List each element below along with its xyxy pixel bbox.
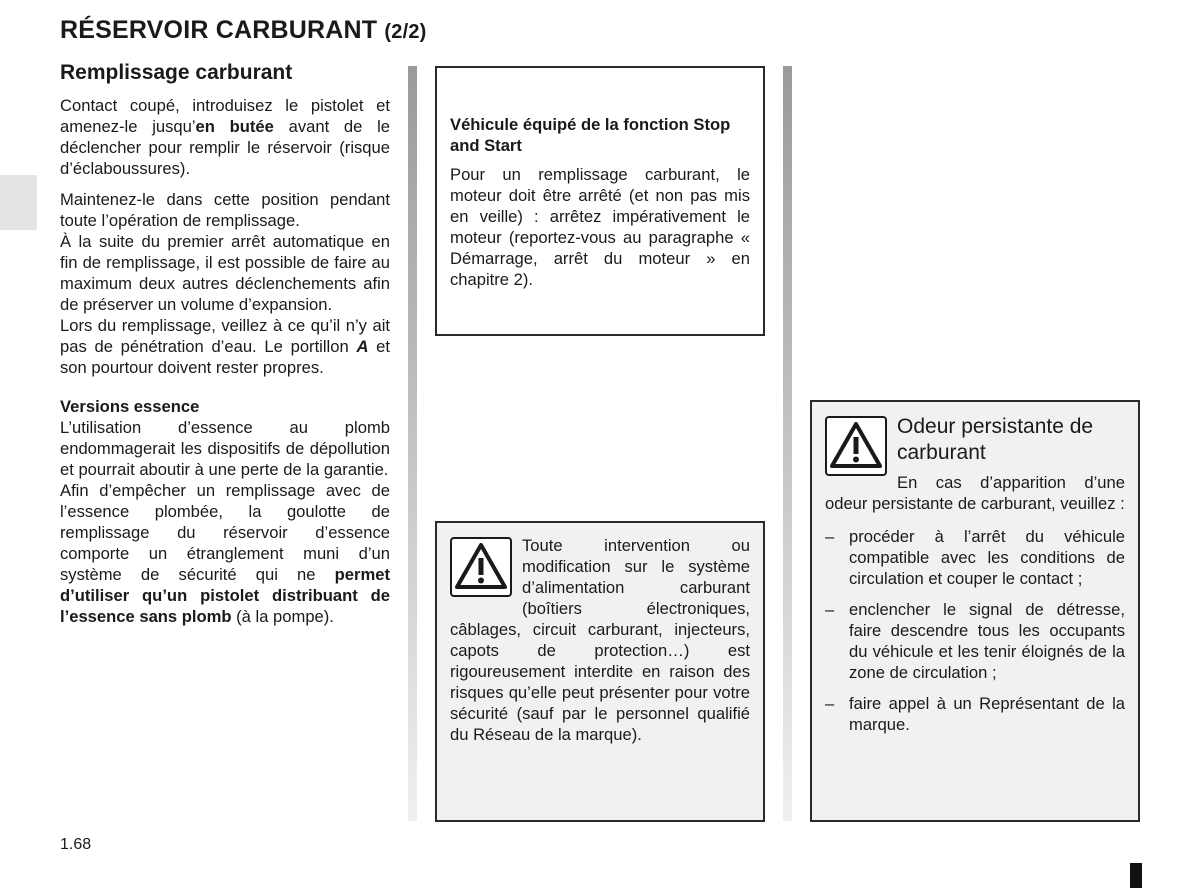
- chapter-tab: [0, 175, 37, 230]
- paragraph: [60, 480, 390, 627]
- paragraph: [60, 315, 390, 378]
- box-text: Pour un remplissage carburant, le moteur doit être arrêté (et non pas mis en veille) : arrêtez impérativement le moteur (reportez-vous au paragraphe « Démarrage, arrêt du moteur » en chapitre 2).: [450, 165, 750, 289]
- paragraph: L’utilisation d’essence au plomb endommagerait les dispositifs de dépollution et pourrait aboutir à une perte de la garantie.: [60, 418, 390, 479]
- text-run: et son pourtour doivent rester propres.: [60, 337, 390, 377]
- left-column: [60, 62, 390, 627]
- page-edge-mark: [1130, 863, 1142, 888]
- box-text: Toute intervention ou modification sur le système d’alimentation carburant (boîtiers électroniques, câblages, circuit carburant, injecteurs, capots de protection…) est rigoureusement interdite en raison des risques qu’elle peut présenter pour votre sécurité (sauf par le personnel qualifié du Réseau de la marque).: [450, 536, 750, 744]
- warning-triangle-icon: [825, 416, 887, 476]
- warning-box-modification: [435, 521, 765, 822]
- column-divider-left: [408, 66, 417, 821]
- paragraph: [60, 95, 390, 179]
- paragraph: À la suite du premier arrêt automatique en fin de remplissage, il est possible de faire au maximum deux autres déclenchements afin de préserver un volume d’expansion.: [60, 232, 390, 314]
- title-suffix: (2/2): [384, 21, 427, 43]
- text-bold: permet d’utiliser qu’un pistolet distribuant de l’essence sans plomb: [60, 565, 390, 626]
- warning-triangle-icon: [450, 537, 512, 597]
- list-item: – procéder à l’arrêt du véhicule compatible avec les conditions de circulation et couper le contact ;: [825, 526, 1125, 589]
- stop-start-box: [435, 66, 765, 336]
- warning-box-fuel-odor: [810, 400, 1140, 822]
- page-title: [60, 16, 427, 45]
- column-divider-right: [783, 66, 792, 821]
- text-run: (à la pompe).: [231, 607, 334, 626]
- box-intro: En cas d’apparition d’une odeur persistante de carburant, veuillez :: [825, 473, 1125, 513]
- box-heading: Véhicule équipé de la fonction Stop and Start: [450, 115, 731, 155]
- instruction-list: [825, 526, 1125, 735]
- title-main: RÉSERVOIR CARBURANT: [60, 16, 378, 44]
- paragraph: Maintenez-le dans cette position pendant toute l’opération de remplissage.: [60, 190, 390, 230]
- list-item: – faire appel à un Représentant de la marque.: [825, 693, 1125, 735]
- text-run: Contact coupé, introduisez le pistolet et amenez-le jusqu’: [60, 96, 390, 136]
- text-run: Lors du remplissage, veillez à ce qu’il n’y ait pas de pénétration d’eau. Le portillon: [60, 316, 390, 356]
- text-bold: en butée: [195, 117, 274, 136]
- label-a: A: [356, 337, 369, 356]
- text-run: avant de le déclencher pour remplir le réservoir (risque d’éclaboussures).: [60, 117, 390, 178]
- page-number: 1.68: [60, 836, 92, 853]
- subheading: Versions essence: [60, 397, 200, 416]
- text-run: Afin d’empêcher un remplissage avec de l’essence plombée, la goulotte de remplissage du réservoir d’essence comporte un étranglement muni d’un système de sécurité qui ne: [60, 481, 390, 584]
- list-item: – enclencher le signal de détresse, faire descendre tous les occupants du véhicule et les tenir éloignés de la zone de circulation ;: [825, 599, 1125, 683]
- box-heading: Odeur persistante de carburant: [897, 415, 1094, 464]
- section-heading: Remplissage carburant: [60, 61, 293, 84]
